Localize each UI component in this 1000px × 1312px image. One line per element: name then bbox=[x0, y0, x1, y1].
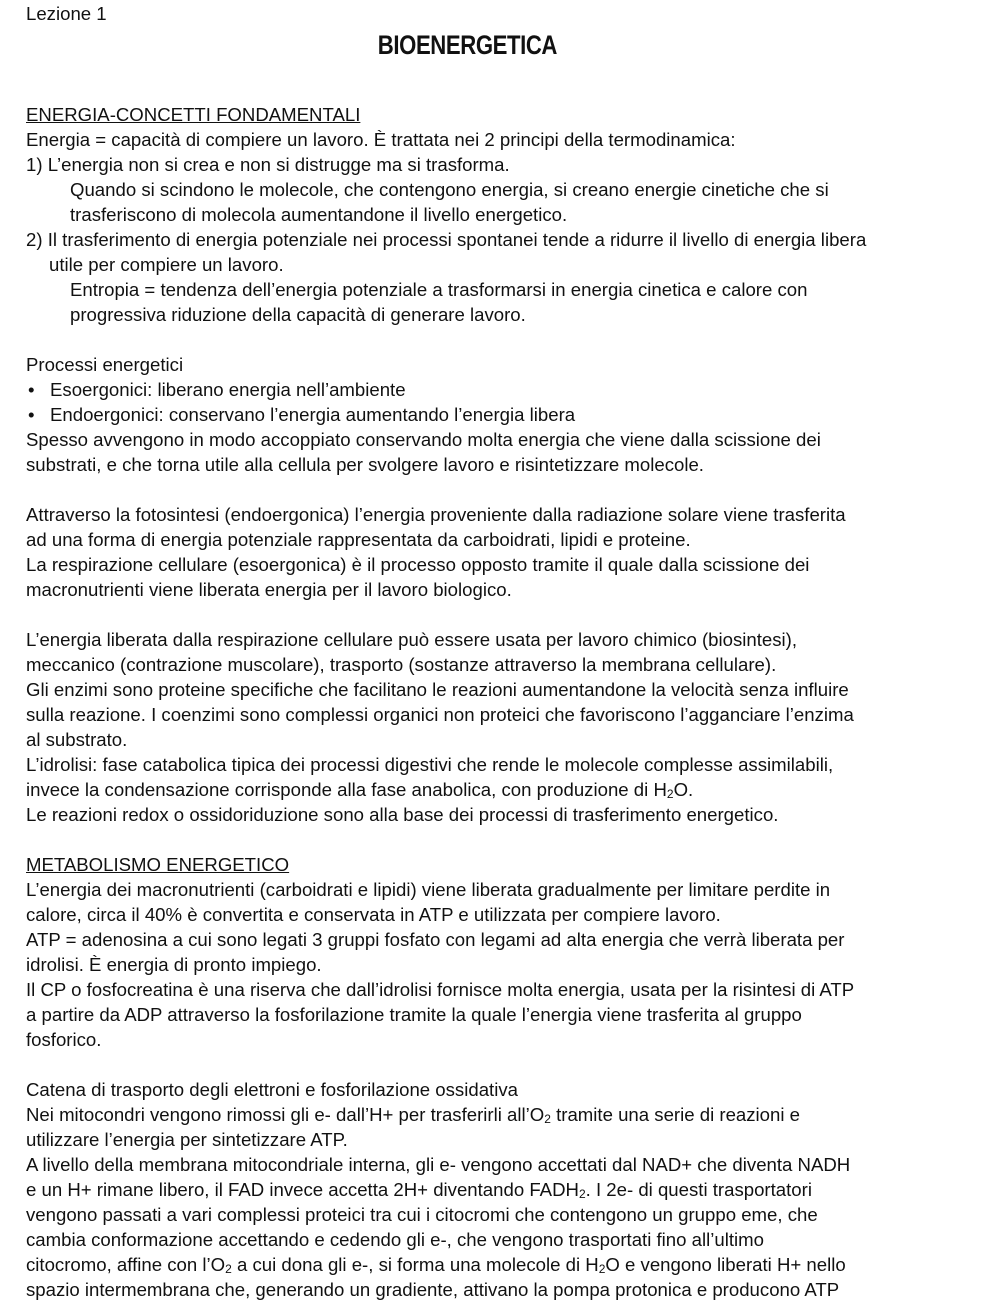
paragraph-line: Attraverso la fotosintesi (endoergonica) l’energia proveniente dalla radiazione solare viene trasferita bbox=[26, 504, 846, 525]
text-run: a cui dona gli e-, si forma una molecole di H bbox=[231, 1254, 599, 1275]
paragraph-line: utile per compiere un lavoro. bbox=[49, 254, 284, 275]
paragraph-line: La respirazione cellulare (esoergonica) è il processo opposto tramite il quale dalla scissione dei bbox=[26, 554, 810, 575]
section-heading-energia: ENERGIA-CONCETTI FONDAMENTALI bbox=[26, 104, 361, 125]
paragraph-line: Le reazioni redox o ossidoriduzione sono alla base dei processi di trasferimento energetico. bbox=[26, 804, 779, 825]
paragraph-line: trasferiscono di molecola aumentandone il livello energetico. bbox=[70, 204, 568, 225]
spacer bbox=[26, 327, 986, 352]
paragraph-line: ATP = adenosina a cui sono legati 3 gruppi fosfato con legami ad alta energia che verrà liberata per bbox=[26, 929, 845, 950]
spacer bbox=[26, 477, 986, 502]
subscript: 2 bbox=[578, 1187, 586, 1201]
bullet-icon: • bbox=[28, 379, 35, 400]
subscript: 2 bbox=[666, 787, 674, 801]
section-heading-metabolismo: METABOLISMO ENERGETICO bbox=[26, 854, 290, 875]
paragraph-line: substrati, e che torna utile alla cellula per svolgere lavoro e risintetizzare molecole. bbox=[26, 454, 704, 475]
paragraph-line: macronutrienti viene liberata energia per il lavoro biologico. bbox=[26, 579, 512, 600]
paragraph-line bbox=[26, 1102, 986, 1127]
text-run: invece la condensazione corrisponde alla fase anabolica, con produzione di H bbox=[26, 779, 667, 800]
paragraph-line: utilizzare l’energia per sintetizzare ATP. bbox=[26, 1129, 348, 1150]
text-run: tramite una serie di reazioni e bbox=[550, 1104, 800, 1125]
paragraph-line: Gli enzimi sono proteine specifiche che facilitano le reazioni aumentandone la velocità senza influire bbox=[26, 679, 849, 700]
paragraph-line: meccanico (contrazione muscolare), trasporto (sostanze attraverso la membrana cellulare). bbox=[26, 654, 777, 675]
paragraph-line: Spesso avvengono in modo accoppiato conservando molta energia che viene dalla scissione dei bbox=[26, 429, 821, 450]
paragraph-line: 1) L’energia non si crea e non si distrugge ma si trasforma. bbox=[26, 154, 510, 175]
paragraph-line: Catena di trasporto degli elettroni e fosforilazione ossidativa bbox=[26, 1079, 518, 1100]
text-run: . I 2e- di questi trasportatori bbox=[585, 1179, 812, 1200]
paragraph-line: progressiva riduzione della capacità di generare lavoro. bbox=[70, 304, 526, 325]
list-item-text: Esoergonici: liberano energia nell’ambiente bbox=[50, 379, 406, 400]
text-run: citocromo, affine con l’O bbox=[26, 1254, 226, 1275]
paragraph-line: al substrato. bbox=[26, 729, 128, 750]
spacer bbox=[26, 1052, 986, 1077]
text-run: O e vengono liberati H+ nello bbox=[605, 1254, 846, 1275]
text-run: O. bbox=[673, 779, 694, 800]
bullet-icon: • bbox=[28, 404, 35, 425]
paragraph-line: A livello della membrana mitocondriale interna, gli e- vengono accettati dal NAD+ che diventa NADH bbox=[26, 1154, 851, 1175]
paragraph-line: 2) Il trasferimento di energia potenziale nei processi spontanei tende a ridurre il livello di energia libera bbox=[26, 229, 867, 250]
document-body bbox=[26, 102, 986, 1302]
list-item bbox=[26, 402, 986, 427]
paragraph-line: idrolisi. È energia di pronto impiego. bbox=[26, 954, 322, 975]
text-run: Nei mitocondri vengono rimossi gli e- dall’H+ per trasferirli all’O bbox=[26, 1104, 545, 1125]
paragraph-line: cambia conformazione accettando e cedendo gli e-, che vengono trasportati fino all’ultimo bbox=[26, 1229, 764, 1250]
page-title: BIOENERGETICA bbox=[377, 30, 558, 60]
paragraph-line: vengono passati a vari complessi proteici tra cui i citocromi che contengono un gruppo eme, che bbox=[26, 1204, 818, 1225]
paragraph-line: ad una forma di energia potenziale rappresentata da carboidrati, lipidi e proteine. bbox=[26, 529, 691, 550]
paragraph-line: sulla reazione. I coenzimi sono complessi organici non proteici che favoriscono l’agganciare l’enzima bbox=[26, 704, 854, 725]
list-item bbox=[26, 377, 986, 402]
text-run: e un H+ rimane libero, il FAD invece accetta 2H+ diventando FADH bbox=[26, 1179, 579, 1200]
subscript: 2 bbox=[225, 1262, 232, 1276]
paragraph-line: a partire da ADP attraverso la fosforilazione tramite la quale l’energia viene trasferita al gruppo bbox=[26, 1004, 802, 1025]
paragraph-line: Entropia = tendenza dell’energia potenziale a trasformarsi in energia cinetica e calore con bbox=[70, 279, 808, 300]
paragraph-line bbox=[26, 777, 986, 802]
spacer bbox=[26, 827, 986, 852]
paragraph-line: L’idrolisi: fase catabolica tipica dei processi digestivi che rende le molecole complesse assimilabili, bbox=[26, 754, 834, 775]
paragraph-line: calore, circa il 40% è convertita e conservata in ATP e utilizzata per compiere lavoro. bbox=[26, 904, 721, 925]
paragraph-line: spazio intermembrana che, generando un gradiente, attivano la pompa protonica e producono ATP bbox=[26, 1279, 840, 1300]
paragraph-line: L’energia liberata dalla respirazione cellulare può essere usata per lavoro chimico (biosintesi), bbox=[26, 629, 798, 650]
spacer bbox=[26, 602, 986, 627]
subscript: 2 bbox=[544, 1112, 551, 1126]
paragraph-line bbox=[26, 1177, 986, 1202]
list-item-text: Endoergonici: conservano l’energia aumentando l’energia libera bbox=[50, 404, 576, 425]
paragraph-line: Processi energetici bbox=[26, 354, 184, 375]
paragraph-line: Energia = capacità di compiere un lavoro. È trattata nei 2 principi della termodinamica: bbox=[26, 129, 736, 150]
paragraph-line: fosforico. bbox=[26, 1029, 102, 1050]
paragraph-line: Il CP o fosfocreatina è una riserva che dall’idrolisi fornisce molta energia, usata per la risintesi di ATP bbox=[26, 979, 855, 1000]
paragraph-line: L’energia dei macronutrienti (carboidrati e lipidi) viene liberata gradualmente per limitare perdite in bbox=[26, 879, 831, 900]
paragraph-line bbox=[26, 1252, 986, 1277]
subscript: 2 bbox=[598, 1262, 606, 1276]
lesson-label: Lezione 1 bbox=[26, 3, 107, 24]
paragraph-line: Quando si scindono le molecole, che contengono energia, si creano energie cinetiche che si bbox=[70, 179, 829, 200]
